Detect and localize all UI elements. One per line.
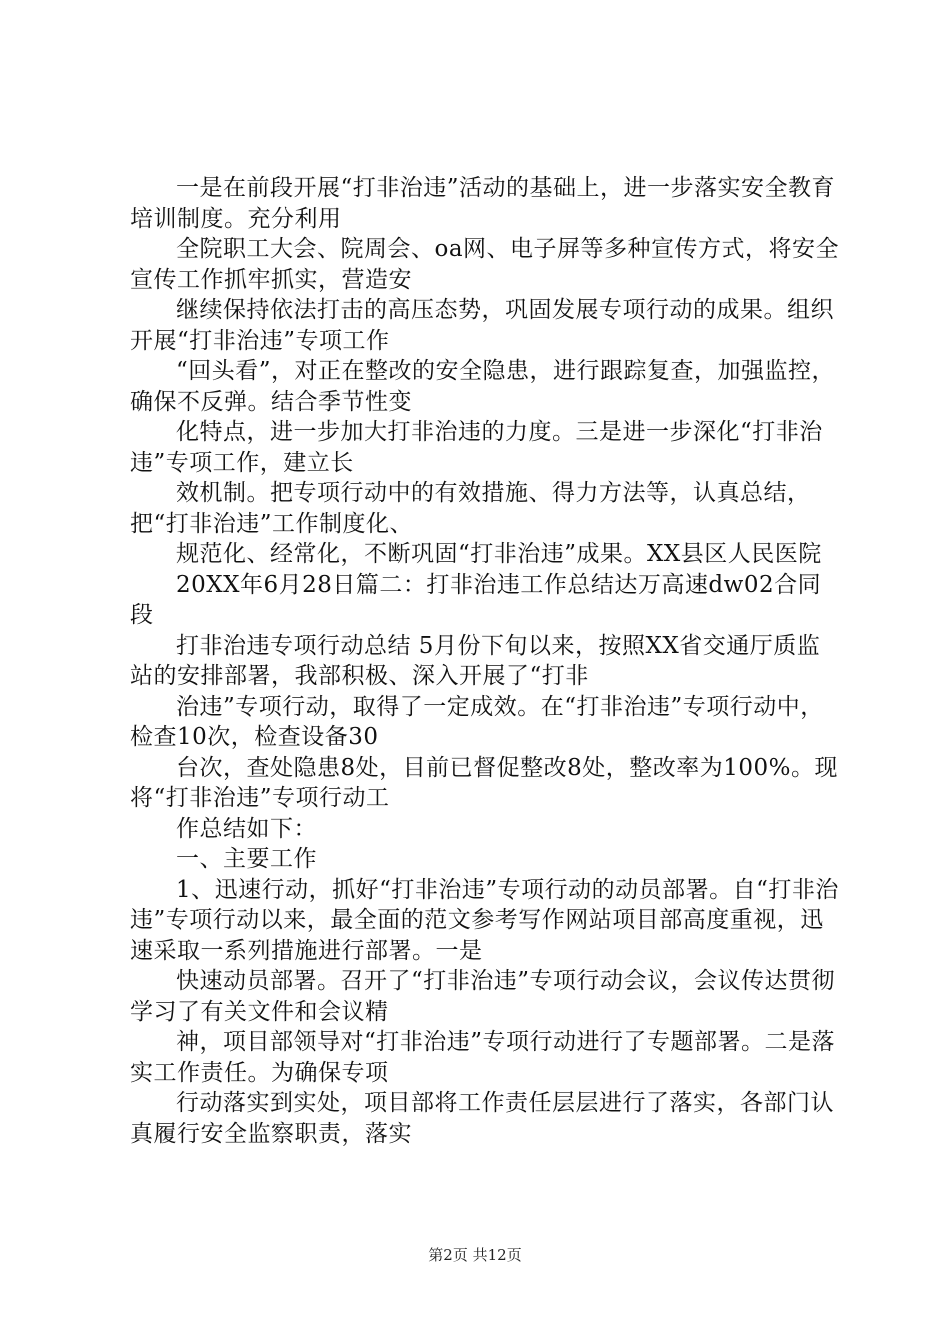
page-number: 第2页 共12页: [428, 1246, 522, 1264]
document-body: [130, 173, 840, 1149]
page-footer: [0, 1244, 950, 1265]
paragraph: 台次，查处隐患8处，目前已督促整改8处，整改率为100%。现将“打非治违”专项行动工: [130, 754, 839, 811]
paragraph: 一、主要工作: [176, 846, 317, 872]
paragraph: 1、迅速行动，抓好“打非治违”专项行动的动员部署。自“打非治违”专项行动以来，最全面的范文参考写作网站项目部高度重视，迅速采取一系列措施进行部署。一是: [130, 876, 839, 964]
paragraph: 行动落实到实处，项目部将工作责任层层进行了落实，各部门认真履行安全监察职责，落实: [130, 1090, 834, 1147]
paragraph: 全院职工大会、院周会、oa网、电子屏等多种宣传方式，将安全宣传工作抓牢抓实，营造安: [130, 236, 840, 293]
paragraph: “回头看”，对正在整改的安全隐患，进行跟踪复查，加强监控，确保不反弹。结合季节性变: [130, 358, 836, 415]
paragraph: 打非治违专项行动总结 5月份下旬以来，按照XX省交通厅质监站的安排部署，我部积极、深入开展了“打非: [130, 632, 821, 689]
paragraph: 效机制。把专项行动中的有效措施、得力方法等，认真总结，把“打非治违”工作制度化、: [130, 480, 811, 537]
paragraph: 化特点，进一步加大打非治违的力度。三是进一步深化“打非治违”专项工作，建立长: [130, 419, 823, 476]
paragraph: 治违”专项行动，取得了一定成效。在“打非治违”专项行动中，检查10次，检查设备30: [130, 693, 824, 750]
paragraph: 一是在前段开展“打非治违”活动的基础上，进一步落实安全教育培训制度。充分利用: [130, 175, 836, 232]
paragraph: 神，项目部领导对“打非治违”专项行动进行了专题部署。二是落实工作责任。为确保专项: [130, 1029, 836, 1086]
paragraph: 继续保持依法打击的高压态势，巩固发展专项行动的成果。组织开展“打非治违”专项工作: [130, 297, 834, 354]
paragraph: 作总结如下：: [176, 815, 317, 842]
paragraph: 20XX年6月28日篇二：打非治违工作总结达万高速dw02合同段: [130, 571, 822, 628]
paragraph: 规范化、经常化，不断巩固“打非治违”成果。XX县区人民医院: [176, 541, 822, 567]
paragraph: 快速动员部署。召开了“打非治违”专项行动会议，会议传达贯彻学习了有关文件和会议精: [130, 968, 836, 1025]
